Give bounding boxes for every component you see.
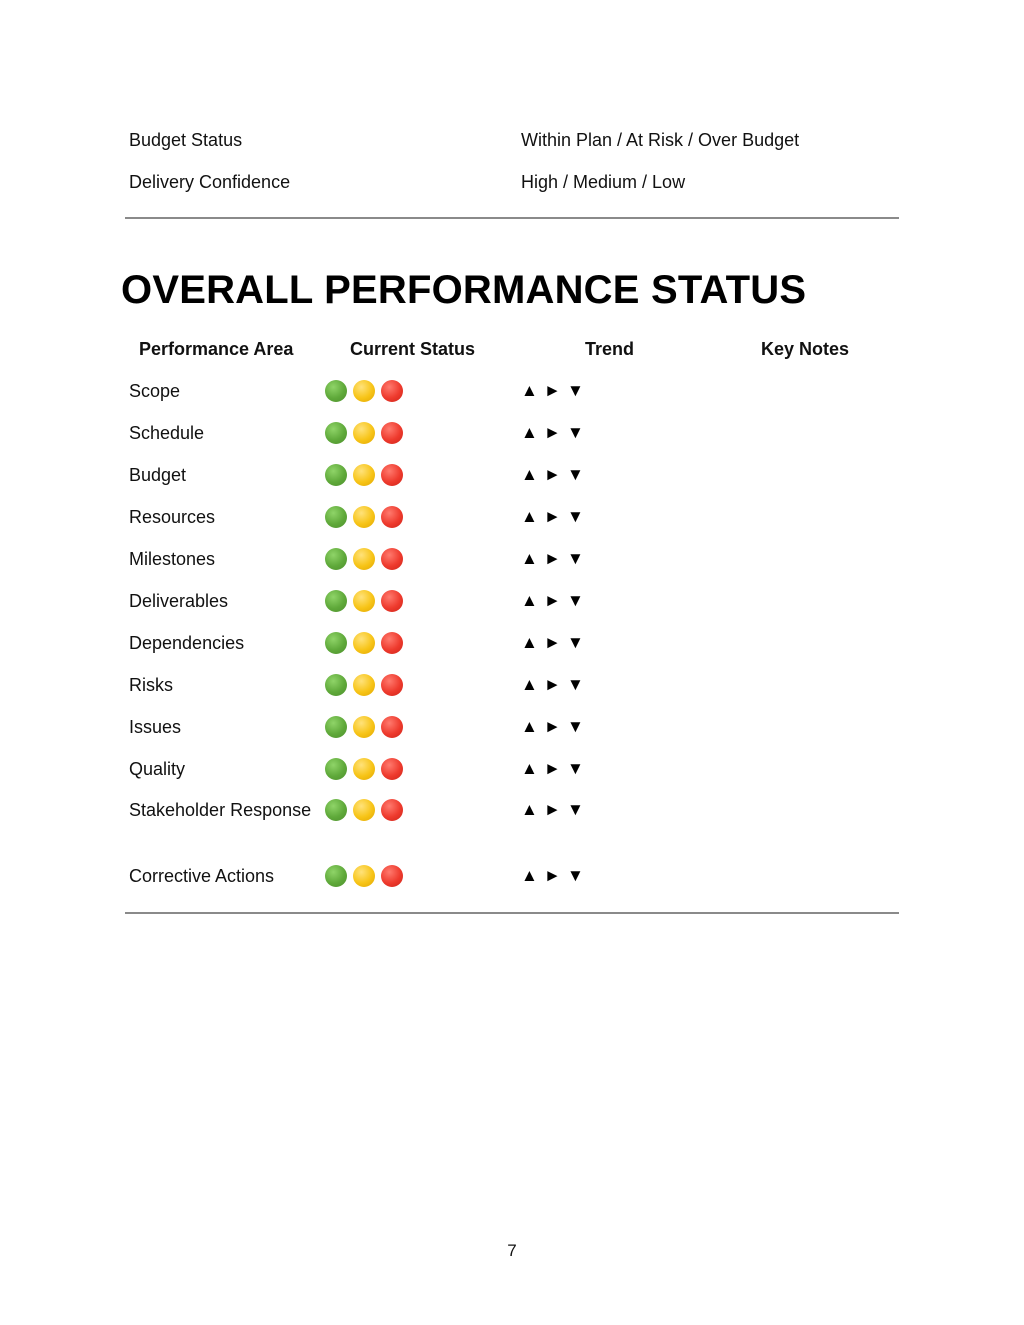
performance-area-label: Corrective Actions	[129, 866, 275, 886]
status-indicator-group	[325, 632, 403, 654]
trend-flat-icon: ►	[544, 591, 561, 610]
status-yellow-circle-icon	[353, 548, 375, 570]
status-red-circle-icon	[381, 506, 403, 528]
divider-top	[125, 217, 899, 219]
trend-indicator-group	[521, 589, 582, 613]
trend-down-icon: ▼	[567, 507, 584, 526]
status-indicator-group	[325, 674, 403, 696]
performance-area-label: Scope	[129, 381, 181, 401]
trend-up-icon: ▲	[521, 633, 538, 652]
status-yellow-circle-icon	[353, 422, 375, 444]
status-green-circle-icon	[325, 548, 347, 570]
trend-down-icon: ▼	[567, 423, 584, 442]
status-green-circle-icon	[325, 464, 347, 486]
trend-flat-icon: ►	[544, 675, 561, 694]
trend-flat-icon: ►	[544, 633, 561, 652]
status-green-circle-icon	[325, 674, 347, 696]
performance-area-label: Stakeholder Response	[129, 800, 312, 820]
performance-area-label: Quality	[129, 759, 186, 779]
summary-row-delivery-confidence	[129, 171, 686, 193]
header-key-notes: Key Notes	[761, 339, 850, 359]
trend-down-icon: ▼	[567, 381, 584, 400]
status-red-circle-icon	[381, 865, 403, 887]
status-red-circle-icon	[381, 716, 403, 738]
status-red-circle-icon	[381, 674, 403, 696]
header-current-status: Current Status	[350, 339, 476, 359]
trend-indicator-group	[521, 379, 582, 403]
trend-up-icon: ▲	[521, 591, 538, 610]
status-indicator-group	[325, 865, 403, 887]
status-green-circle-icon	[325, 422, 347, 444]
status-yellow-circle-icon	[353, 716, 375, 738]
summary-row-budget-status	[129, 129, 800, 151]
status-green-circle-icon	[325, 799, 347, 821]
trend-indicator-group	[521, 757, 582, 781]
status-green-circle-icon	[325, 380, 347, 402]
trend-indicator-group	[521, 864, 582, 888]
status-green-circle-icon	[325, 716, 347, 738]
status-indicator-group	[325, 548, 403, 570]
status-indicator-group	[325, 590, 403, 612]
status-red-circle-icon	[381, 380, 403, 402]
status-yellow-circle-icon	[353, 799, 375, 821]
trend-up-icon: ▲	[521, 759, 538, 778]
section-title: OVERALL PERFORMANCE STATUS	[121, 268, 807, 312]
trend-indicator-group	[521, 505, 582, 529]
status-red-circle-icon	[381, 590, 403, 612]
status-red-circle-icon	[381, 464, 403, 486]
trend-flat-icon: ►	[544, 800, 561, 819]
trend-down-icon: ▼	[567, 591, 584, 610]
performance-area-label: Budget	[129, 465, 187, 485]
trend-flat-icon: ►	[544, 549, 561, 568]
status-red-circle-icon	[381, 799, 403, 821]
status-indicator-group	[325, 506, 403, 528]
status-indicator-group	[325, 799, 403, 821]
header-performance-area: Performance Area	[139, 339, 294, 359]
trend-up-icon: ▲	[521, 800, 538, 819]
status-yellow-circle-icon	[353, 674, 375, 696]
status-red-circle-icon	[381, 758, 403, 780]
status-yellow-circle-icon	[353, 758, 375, 780]
trend-indicator-group	[521, 547, 582, 571]
trend-flat-icon: ►	[544, 381, 561, 400]
performance-area-label: Issues	[129, 717, 182, 737]
trend-down-icon: ▼	[567, 675, 584, 694]
status-green-circle-icon	[325, 506, 347, 528]
performance-area-label: Risks	[129, 675, 173, 695]
status-indicator-group	[325, 716, 403, 738]
status-red-circle-icon	[381, 422, 403, 444]
divider-bottom	[125, 912, 899, 914]
trend-indicator-group	[521, 631, 582, 655]
trend-flat-icon: ►	[544, 866, 561, 885]
performance-area-label: Schedule	[129, 423, 205, 443]
trend-down-icon: ▼	[567, 549, 584, 568]
status-yellow-circle-icon	[353, 590, 375, 612]
trend-indicator-group	[521, 463, 582, 487]
trend-flat-icon: ►	[544, 759, 561, 778]
trend-indicator-group	[521, 715, 582, 739]
trend-up-icon: ▲	[521, 465, 538, 484]
trend-flat-icon: ►	[544, 717, 561, 736]
status-green-circle-icon	[325, 758, 347, 780]
performance-area-label: Dependencies	[129, 633, 245, 653]
performance-area-label: Milestones	[129, 549, 216, 569]
status-yellow-circle-icon	[353, 506, 375, 528]
trend-down-icon: ▼	[567, 633, 584, 652]
trend-down-icon: ▼	[567, 759, 584, 778]
status-yellow-circle-icon	[353, 865, 375, 887]
trend-up-icon: ▲	[521, 507, 538, 526]
performance-area-label: Resources	[129, 507, 216, 527]
status-indicator-group	[325, 380, 403, 402]
trend-up-icon: ▲	[521, 381, 538, 400]
trend-down-icon: ▼	[567, 800, 584, 819]
summary-label: Budget Status	[129, 130, 243, 150]
trend-up-icon: ▲	[521, 423, 538, 442]
status-indicator-group	[325, 464, 403, 486]
trend-flat-icon: ►	[544, 507, 561, 526]
trend-indicator-group	[521, 798, 582, 822]
trend-up-icon: ▲	[521, 549, 538, 568]
status-green-circle-icon	[325, 632, 347, 654]
trend-indicator-group	[521, 673, 582, 697]
status-yellow-circle-icon	[353, 464, 375, 486]
summary-value: Within Plan / At Risk / Over Budget	[521, 130, 800, 150]
page-number: 7	[507, 1241, 517, 1260]
trend-up-icon: ▲	[521, 866, 538, 885]
trend-indicator-group	[521, 421, 582, 445]
header-trend: Trend	[585, 339, 635, 359]
trend-flat-icon: ►	[544, 465, 561, 484]
summary-value: High / Medium / Low	[521, 172, 686, 192]
status-green-circle-icon	[325, 865, 347, 887]
status-indicator-group	[325, 422, 403, 444]
status-indicator-group	[325, 758, 403, 780]
trend-flat-icon: ►	[544, 423, 561, 442]
trend-up-icon: ▲	[521, 675, 538, 694]
trend-up-icon: ▲	[521, 717, 538, 736]
status-yellow-circle-icon	[353, 380, 375, 402]
status-red-circle-icon	[381, 548, 403, 570]
trend-down-icon: ▼	[567, 866, 584, 885]
trend-down-icon: ▼	[567, 465, 584, 484]
status-red-circle-icon	[381, 632, 403, 654]
performance-area-label: Deliverables	[129, 591, 229, 611]
trend-down-icon: ▼	[567, 717, 584, 736]
status-green-circle-icon	[325, 590, 347, 612]
summary-label: Delivery Confidence	[129, 172, 291, 192]
status-yellow-circle-icon	[353, 632, 375, 654]
